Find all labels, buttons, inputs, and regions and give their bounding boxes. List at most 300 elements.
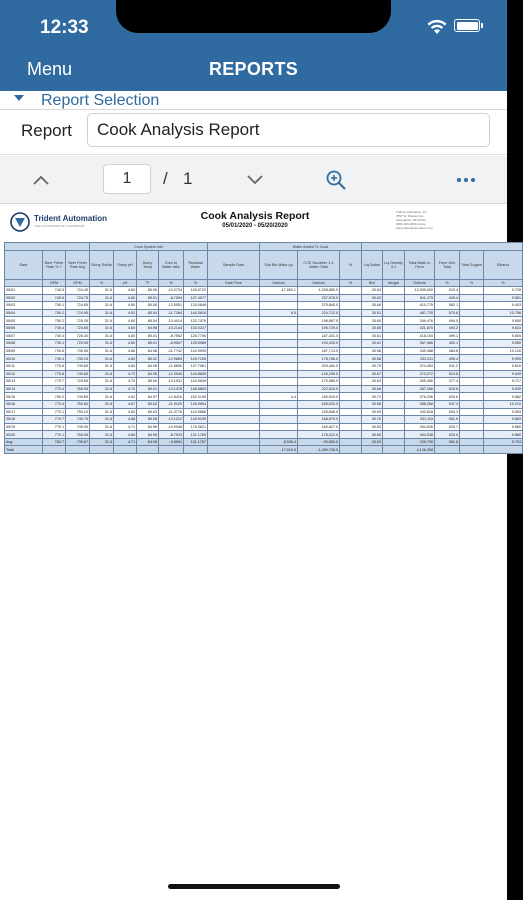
home-indicator[interactable] bbox=[168, 884, 340, 889]
caret-down-icon bbox=[14, 95, 24, 101]
table-cell: 354,526 bbox=[405, 423, 435, 431]
table-cell: 4.68 bbox=[114, 416, 137, 424]
group-header: Water Added To Cook bbox=[260, 243, 362, 251]
table-cell: 749.05 bbox=[66, 423, 90, 431]
table-cell: 30.59 bbox=[362, 408, 383, 416]
table-cell bbox=[340, 370, 362, 378]
table-cell: -13.1378 bbox=[159, 385, 184, 393]
table-cell: 84.98 bbox=[137, 347, 159, 355]
table-cell: 770.1 bbox=[43, 408, 66, 416]
table-cell bbox=[383, 370, 405, 378]
table-cell: 4.60 bbox=[114, 362, 137, 370]
table-row bbox=[5, 370, 523, 378]
table-cell bbox=[383, 378, 405, 386]
table-cell bbox=[260, 294, 298, 302]
table-cell bbox=[208, 416, 260, 424]
table-cell: -11.3778 bbox=[159, 408, 184, 416]
previous-page-icon[interactable] bbox=[31, 172, 51, 188]
table-cell: 342,618 bbox=[405, 408, 435, 416]
table-cell: 724.85 bbox=[66, 302, 90, 310]
table-cell: 4,328,850.0 bbox=[298, 287, 340, 295]
table-cell: -95,655.0 bbox=[298, 438, 340, 446]
table-cell: 4.70 bbox=[114, 385, 137, 393]
table-cell: 10.756 bbox=[484, 309, 523, 317]
table-cell: 84.98 bbox=[137, 324, 159, 332]
table-cell: 375,845.0 bbox=[298, 302, 340, 310]
table-cell: 31.6 bbox=[90, 393, 114, 401]
table-cell: 05/05 bbox=[5, 317, 43, 325]
company-tagline: THE AUTOMATION OF TOMORROW bbox=[34, 224, 85, 228]
status-time: 12:33 bbox=[40, 17, 89, 38]
column-header: Beer Fresh Rate % ? bbox=[43, 251, 66, 280]
table-cell bbox=[340, 446, 362, 454]
table-cell: 519.4 bbox=[435, 287, 460, 295]
table-cell bbox=[90, 446, 114, 454]
table-cell: 05/09 bbox=[5, 347, 43, 355]
table-cell: 144.9639 bbox=[184, 378, 208, 386]
table-cell: 724.65 bbox=[66, 324, 90, 332]
table-cell: 149.9199 bbox=[184, 416, 208, 424]
table-cell: 740.5 bbox=[43, 287, 66, 295]
table-cell bbox=[340, 416, 362, 424]
table-cell bbox=[460, 340, 484, 348]
table-cell: 31.6 bbox=[90, 332, 114, 340]
table-cell bbox=[260, 431, 298, 439]
table-cell: 495.4 bbox=[435, 355, 460, 363]
table-cell bbox=[460, 385, 484, 393]
table-cell: 85.06 bbox=[137, 378, 159, 386]
table-cell bbox=[260, 362, 298, 370]
table-row bbox=[5, 309, 523, 317]
table-cell: 10.210 bbox=[484, 400, 523, 408]
table-cell: 724.45 bbox=[66, 287, 90, 295]
table-cell bbox=[260, 378, 298, 386]
column-unit: Gallons bbox=[298, 280, 340, 287]
report-selection-label: Report Selection bbox=[41, 92, 160, 109]
table-cell: 125.7706 bbox=[184, 332, 208, 340]
table-cell: 499.1 bbox=[435, 332, 460, 340]
table-cell bbox=[383, 400, 405, 408]
table-cell: 85.01 bbox=[137, 385, 159, 393]
table-cell: 05/14 bbox=[5, 385, 43, 393]
table-cell bbox=[208, 347, 260, 355]
table-cell: 31.6 bbox=[90, 324, 114, 332]
table-cell: 31.6 bbox=[90, 347, 114, 355]
table-cell: 30.51 bbox=[362, 309, 383, 317]
table-cell: 159,846.0 bbox=[298, 408, 340, 416]
table-cell bbox=[383, 393, 405, 401]
table-cell: 511.2 bbox=[435, 362, 460, 370]
table-cell: -12.8416 bbox=[159, 393, 184, 401]
report-row bbox=[0, 110, 507, 155]
table-cell: 739.67 bbox=[66, 438, 90, 446]
table-cell bbox=[260, 370, 298, 378]
table-cell bbox=[208, 294, 260, 302]
table-cell: 720.30 bbox=[66, 332, 90, 340]
table-cell: 31.6 bbox=[90, 416, 114, 424]
table-row bbox=[5, 378, 523, 386]
table-cell: 31.6 bbox=[90, 423, 114, 431]
total-row bbox=[5, 446, 523, 454]
table-cell bbox=[383, 347, 405, 355]
table-cell: 31.6 bbox=[90, 438, 114, 446]
table-cell: 9.717 bbox=[484, 378, 523, 386]
table-cell bbox=[260, 423, 298, 431]
table-cell bbox=[383, 317, 405, 325]
table-cell: 763.7 bbox=[43, 438, 66, 446]
table-cell: 30.61 bbox=[362, 332, 383, 340]
table-cell: 05/15 bbox=[5, 393, 43, 401]
table-cell: 724.95 bbox=[66, 309, 90, 317]
table-cell bbox=[260, 340, 298, 348]
table-cell: 05/12 bbox=[5, 370, 43, 378]
table-body bbox=[5, 287, 523, 439]
page-number-input[interactable]: 1 bbox=[103, 164, 151, 194]
table-cell bbox=[260, 408, 298, 416]
table-cell: 149,259.0 bbox=[298, 370, 340, 378]
table-cell: -10.9048 bbox=[159, 423, 184, 431]
table-cell: 4.62 bbox=[114, 393, 137, 401]
table-cell bbox=[383, 423, 405, 431]
table-cell: -1,459,708.0 bbox=[298, 446, 340, 454]
table-cell: 144.3818 bbox=[184, 309, 208, 317]
table-cell: 750.2 bbox=[43, 309, 66, 317]
table-cell: 31.6 bbox=[90, 309, 114, 317]
table-cell: 533.0 bbox=[435, 431, 460, 439]
table-cell: 9.550 bbox=[484, 340, 523, 348]
column-header: Slurry Temp bbox=[137, 251, 159, 280]
column-unit: lbs/gal bbox=[383, 280, 405, 287]
table-cell: 31.6 bbox=[90, 355, 114, 363]
table-cell: 170,585.0 bbox=[298, 378, 340, 386]
table-cell: 149.7155 bbox=[184, 355, 208, 363]
table-cell: 178,786.0 bbox=[298, 355, 340, 363]
table-cell: 4.60 bbox=[114, 302, 137, 310]
table-cell bbox=[460, 416, 484, 424]
table-cell: 05/08 bbox=[5, 340, 43, 348]
table-cell bbox=[383, 287, 405, 295]
table-row bbox=[5, 431, 523, 439]
table-cell: 85.06 bbox=[137, 287, 159, 295]
table-cell: 176.3621 bbox=[184, 423, 208, 431]
table-cell: 30.65 bbox=[362, 317, 383, 325]
table-cell: 4.4 bbox=[260, 393, 298, 401]
zoom-in-icon[interactable] bbox=[325, 169, 347, 191]
table-cell: 510.6 bbox=[435, 385, 460, 393]
table-cell: 750.05 bbox=[66, 431, 90, 439]
table-cell bbox=[208, 370, 260, 378]
table-cell: 146.6863 bbox=[184, 385, 208, 393]
table-cell bbox=[460, 438, 484, 446]
table-cell: 30.65 bbox=[362, 431, 383, 439]
column-unit: GPM bbox=[43, 280, 66, 287]
table-cell: 9.616 bbox=[484, 362, 523, 370]
table-cell bbox=[208, 431, 260, 439]
table-cell bbox=[159, 446, 184, 454]
table-cell bbox=[208, 393, 260, 401]
table-cell: 4.60 bbox=[114, 294, 137, 302]
table-cell: 561.8 bbox=[435, 438, 460, 446]
cook-analysis-table bbox=[4, 242, 523, 454]
report-selection-toggle[interactable] bbox=[0, 91, 507, 110]
menu-button[interactable]: Menu bbox=[27, 59, 73, 79]
table-cell bbox=[340, 431, 362, 439]
table-cell bbox=[383, 355, 405, 363]
table-cell bbox=[184, 446, 208, 454]
report-table-wrapper bbox=[4, 242, 521, 454]
table-cell: 9.703 bbox=[484, 438, 523, 446]
column-unit: Date/Time bbox=[208, 280, 260, 287]
address-line: Trident Automation, Inc. bbox=[396, 210, 428, 214]
table-cell: 144.9686 bbox=[184, 408, 208, 416]
table-cell bbox=[208, 438, 260, 446]
table-cell: -10.2144 bbox=[159, 324, 184, 332]
table-cell: 125.5985 bbox=[184, 340, 208, 348]
table-cell: 84.98 bbox=[137, 362, 159, 370]
table-cell bbox=[340, 393, 362, 401]
table-cell: 421,870 bbox=[405, 324, 435, 332]
table-cell: 770.7 bbox=[43, 378, 66, 386]
column-unit bbox=[5, 280, 43, 287]
column-unit: GPM bbox=[66, 280, 90, 287]
table-cell: 85.04 bbox=[137, 309, 159, 317]
table-cell: -12.1212 bbox=[159, 416, 184, 424]
table-cell: 484.6 bbox=[435, 347, 460, 355]
table-cell bbox=[340, 332, 362, 340]
table-cell: 749.65 bbox=[66, 362, 90, 370]
table-cell: 222,516.0 bbox=[298, 385, 340, 393]
table-cell: 30.66 bbox=[362, 385, 383, 393]
company-name: Trident Automation bbox=[34, 214, 108, 223]
table-cell: 811,275 bbox=[405, 294, 435, 302]
table-cell bbox=[460, 362, 484, 370]
table-cell: 770.6 bbox=[43, 362, 66, 370]
table-cell: 9.581 bbox=[484, 294, 523, 302]
table-cell bbox=[460, 302, 484, 310]
table-cell: 4.60 bbox=[114, 355, 137, 363]
table-cell: 749.75 bbox=[66, 416, 90, 424]
table-row bbox=[5, 416, 523, 424]
table-cell: 349,476 bbox=[405, 317, 435, 325]
table-cell bbox=[435, 446, 460, 454]
table-cell: 760.05 bbox=[66, 385, 90, 393]
table-cell: 31.6 bbox=[90, 302, 114, 310]
table-cell bbox=[460, 370, 484, 378]
table-cell bbox=[340, 438, 362, 446]
table-cell: 4.72 bbox=[114, 370, 137, 378]
table-cell: 30.65 bbox=[362, 324, 383, 332]
table-cell: 168,870.0 bbox=[298, 416, 340, 424]
group-header-spacer bbox=[208, 243, 260, 251]
table-cell bbox=[208, 317, 260, 325]
table-cell bbox=[340, 385, 362, 393]
table-cell: 126.0722 bbox=[184, 287, 208, 295]
table-cell bbox=[260, 347, 298, 355]
table-cell bbox=[460, 317, 484, 325]
table-cell bbox=[340, 408, 362, 416]
table-row bbox=[5, 332, 523, 340]
table-cell bbox=[340, 294, 362, 302]
table-cell: 373,272 bbox=[405, 370, 435, 378]
table-cell: 493.2 bbox=[435, 324, 460, 332]
table-cell bbox=[260, 416, 298, 424]
table-cell bbox=[340, 400, 362, 408]
table-cell: 9.650 bbox=[484, 317, 523, 325]
table-group-header-row bbox=[5, 243, 523, 251]
wifi-icon bbox=[426, 19, 448, 35]
table-cell bbox=[260, 317, 298, 325]
table-cell: 4.60 bbox=[114, 324, 137, 332]
table-cell: -8.7033 bbox=[159, 431, 184, 439]
table-cell bbox=[460, 393, 484, 401]
table-cell: 05/01 bbox=[5, 287, 43, 295]
table-cell: -13.1931 bbox=[159, 378, 184, 386]
status-bar bbox=[0, 0, 507, 50]
table-row bbox=[5, 317, 523, 325]
table-cell bbox=[340, 309, 362, 317]
table-cell: 9.539 bbox=[484, 385, 523, 393]
table-cell: 404,038 bbox=[405, 431, 435, 439]
company-address bbox=[396, 210, 433, 230]
table-cell: 31.6 bbox=[90, 408, 114, 416]
table-cell: 9.880 bbox=[484, 431, 523, 439]
table-cell: 84.98 bbox=[137, 431, 159, 439]
table-cell: 770.7 bbox=[43, 416, 66, 424]
table-cell bbox=[208, 378, 260, 386]
table-cell: 9.680 bbox=[484, 423, 523, 431]
table-cell: 4.60 bbox=[114, 408, 137, 416]
table-cell: Avg. bbox=[5, 438, 43, 446]
table-cell bbox=[114, 446, 137, 454]
table-cell: 9.995 bbox=[484, 355, 523, 363]
column-header: % bbox=[340, 251, 362, 280]
table-cell: 209,484.0 bbox=[298, 362, 340, 370]
next-page-icon[interactable] bbox=[245, 172, 265, 188]
table-cell: 30.58 bbox=[362, 355, 383, 363]
table-cell: 4.60 bbox=[114, 332, 137, 340]
table-cell: 05/06 bbox=[5, 324, 43, 332]
table-cell: 720.05 bbox=[66, 340, 90, 348]
table-cell: 770.1 bbox=[43, 423, 66, 431]
table-cell: 4.52 bbox=[114, 309, 137, 317]
table-cell: 720.35 bbox=[66, 317, 90, 325]
table-cell: 770.4 bbox=[43, 385, 66, 393]
table-cell: 4.60 bbox=[114, 317, 137, 325]
table-cell: 31.6 bbox=[90, 317, 114, 325]
table-cell: -9.8681 bbox=[159, 438, 184, 446]
column-header: CCE Scrubber 1-1 Water Total bbox=[298, 251, 340, 280]
table-cell: -12.3946 bbox=[159, 370, 184, 378]
table-cell: 05/04 bbox=[5, 309, 43, 317]
table-cell bbox=[362, 446, 383, 454]
table-cell: 85.01 bbox=[137, 294, 159, 302]
column-header: Corn to Water ratio bbox=[159, 251, 184, 280]
table-cell bbox=[208, 324, 260, 332]
table-cell bbox=[340, 340, 362, 348]
table-cell: 31.6 bbox=[90, 431, 114, 439]
table-cell: 477.4 bbox=[435, 378, 460, 386]
table-cell: 358,268 bbox=[405, 400, 435, 408]
table-cell bbox=[383, 362, 405, 370]
table-cell: 05/07 bbox=[5, 332, 43, 340]
table-row bbox=[5, 340, 523, 348]
table-cell: 4,126,308 bbox=[405, 446, 435, 454]
column-unit: % bbox=[484, 280, 523, 287]
table-row bbox=[5, 347, 523, 355]
more-options-icon[interactable] bbox=[456, 172, 476, 188]
table-cell: 494.5 bbox=[435, 317, 460, 325]
table-cell bbox=[460, 287, 484, 295]
table-cell: 570.8 bbox=[435, 309, 460, 317]
column-header: Liq Solids bbox=[362, 251, 383, 280]
table-cell: 140.8659 bbox=[184, 370, 208, 378]
table-cell: 374,453 bbox=[405, 362, 435, 370]
table-cell bbox=[208, 309, 260, 317]
table-cell: 729.65 bbox=[66, 378, 90, 386]
table-cell: 6.5 bbox=[260, 309, 298, 317]
table-cell: 9.605 bbox=[484, 332, 523, 340]
table-cell: 520.7 bbox=[435, 423, 460, 431]
page-separator: / bbox=[163, 169, 168, 188]
table-cell bbox=[383, 340, 405, 348]
table-cell bbox=[460, 347, 484, 355]
table-cell bbox=[460, 400, 484, 408]
table-cell: 85.03 bbox=[137, 408, 159, 416]
table-cell: 4.71 bbox=[114, 438, 137, 446]
column-unit: % bbox=[460, 280, 484, 287]
table-cell: 30.63 bbox=[362, 438, 383, 446]
column-header: Total Sugars bbox=[460, 251, 484, 280]
table-cell: 4.60 bbox=[114, 287, 137, 295]
table-cell: -13.5051 bbox=[159, 302, 184, 310]
table-cell: 30.63 bbox=[362, 287, 383, 295]
table-cell: 9.549 bbox=[484, 370, 523, 378]
table-cell: 30.58 bbox=[362, 347, 383, 355]
table-cell: 367,166 bbox=[405, 385, 435, 393]
avg-row bbox=[5, 438, 523, 446]
table-cell: 9.403 bbox=[484, 302, 523, 310]
column-unit: % bbox=[90, 280, 114, 287]
table-row bbox=[5, 302, 523, 310]
table-cell: 724.75 bbox=[66, 294, 90, 302]
table-cell: 30.63 bbox=[362, 294, 383, 302]
column-unit: °F bbox=[137, 280, 159, 287]
table-cell: 131.1769 bbox=[184, 431, 208, 439]
table-cell bbox=[484, 446, 523, 454]
table-cell bbox=[383, 416, 405, 424]
report-select-field[interactable]: Cook Analysis Report bbox=[87, 113, 490, 147]
table-cell: 331,115 bbox=[405, 416, 435, 424]
table-cell: 9.883 bbox=[484, 416, 523, 424]
table-cell: 9.631 bbox=[484, 324, 523, 332]
table-cell: 31.6 bbox=[90, 385, 114, 393]
table-cell: 30.56 bbox=[362, 400, 383, 408]
table-cell: 562.1 bbox=[435, 302, 460, 310]
table-cell: 4.60 bbox=[114, 340, 137, 348]
table-cell: 770.4 bbox=[43, 400, 66, 408]
table-cell: 05/02 bbox=[5, 294, 43, 302]
column-unit: % bbox=[435, 280, 460, 287]
table-cell: 750.10 bbox=[66, 408, 90, 416]
table-cell: 31.6 bbox=[90, 370, 114, 378]
table-cell: 349,488 bbox=[405, 347, 435, 355]
table-cell bbox=[460, 378, 484, 386]
table-cell: 132.7076 bbox=[184, 317, 208, 325]
table-cell bbox=[383, 408, 405, 416]
table-row bbox=[5, 408, 523, 416]
table-row bbox=[5, 393, 523, 401]
report-document bbox=[0, 204, 521, 900]
